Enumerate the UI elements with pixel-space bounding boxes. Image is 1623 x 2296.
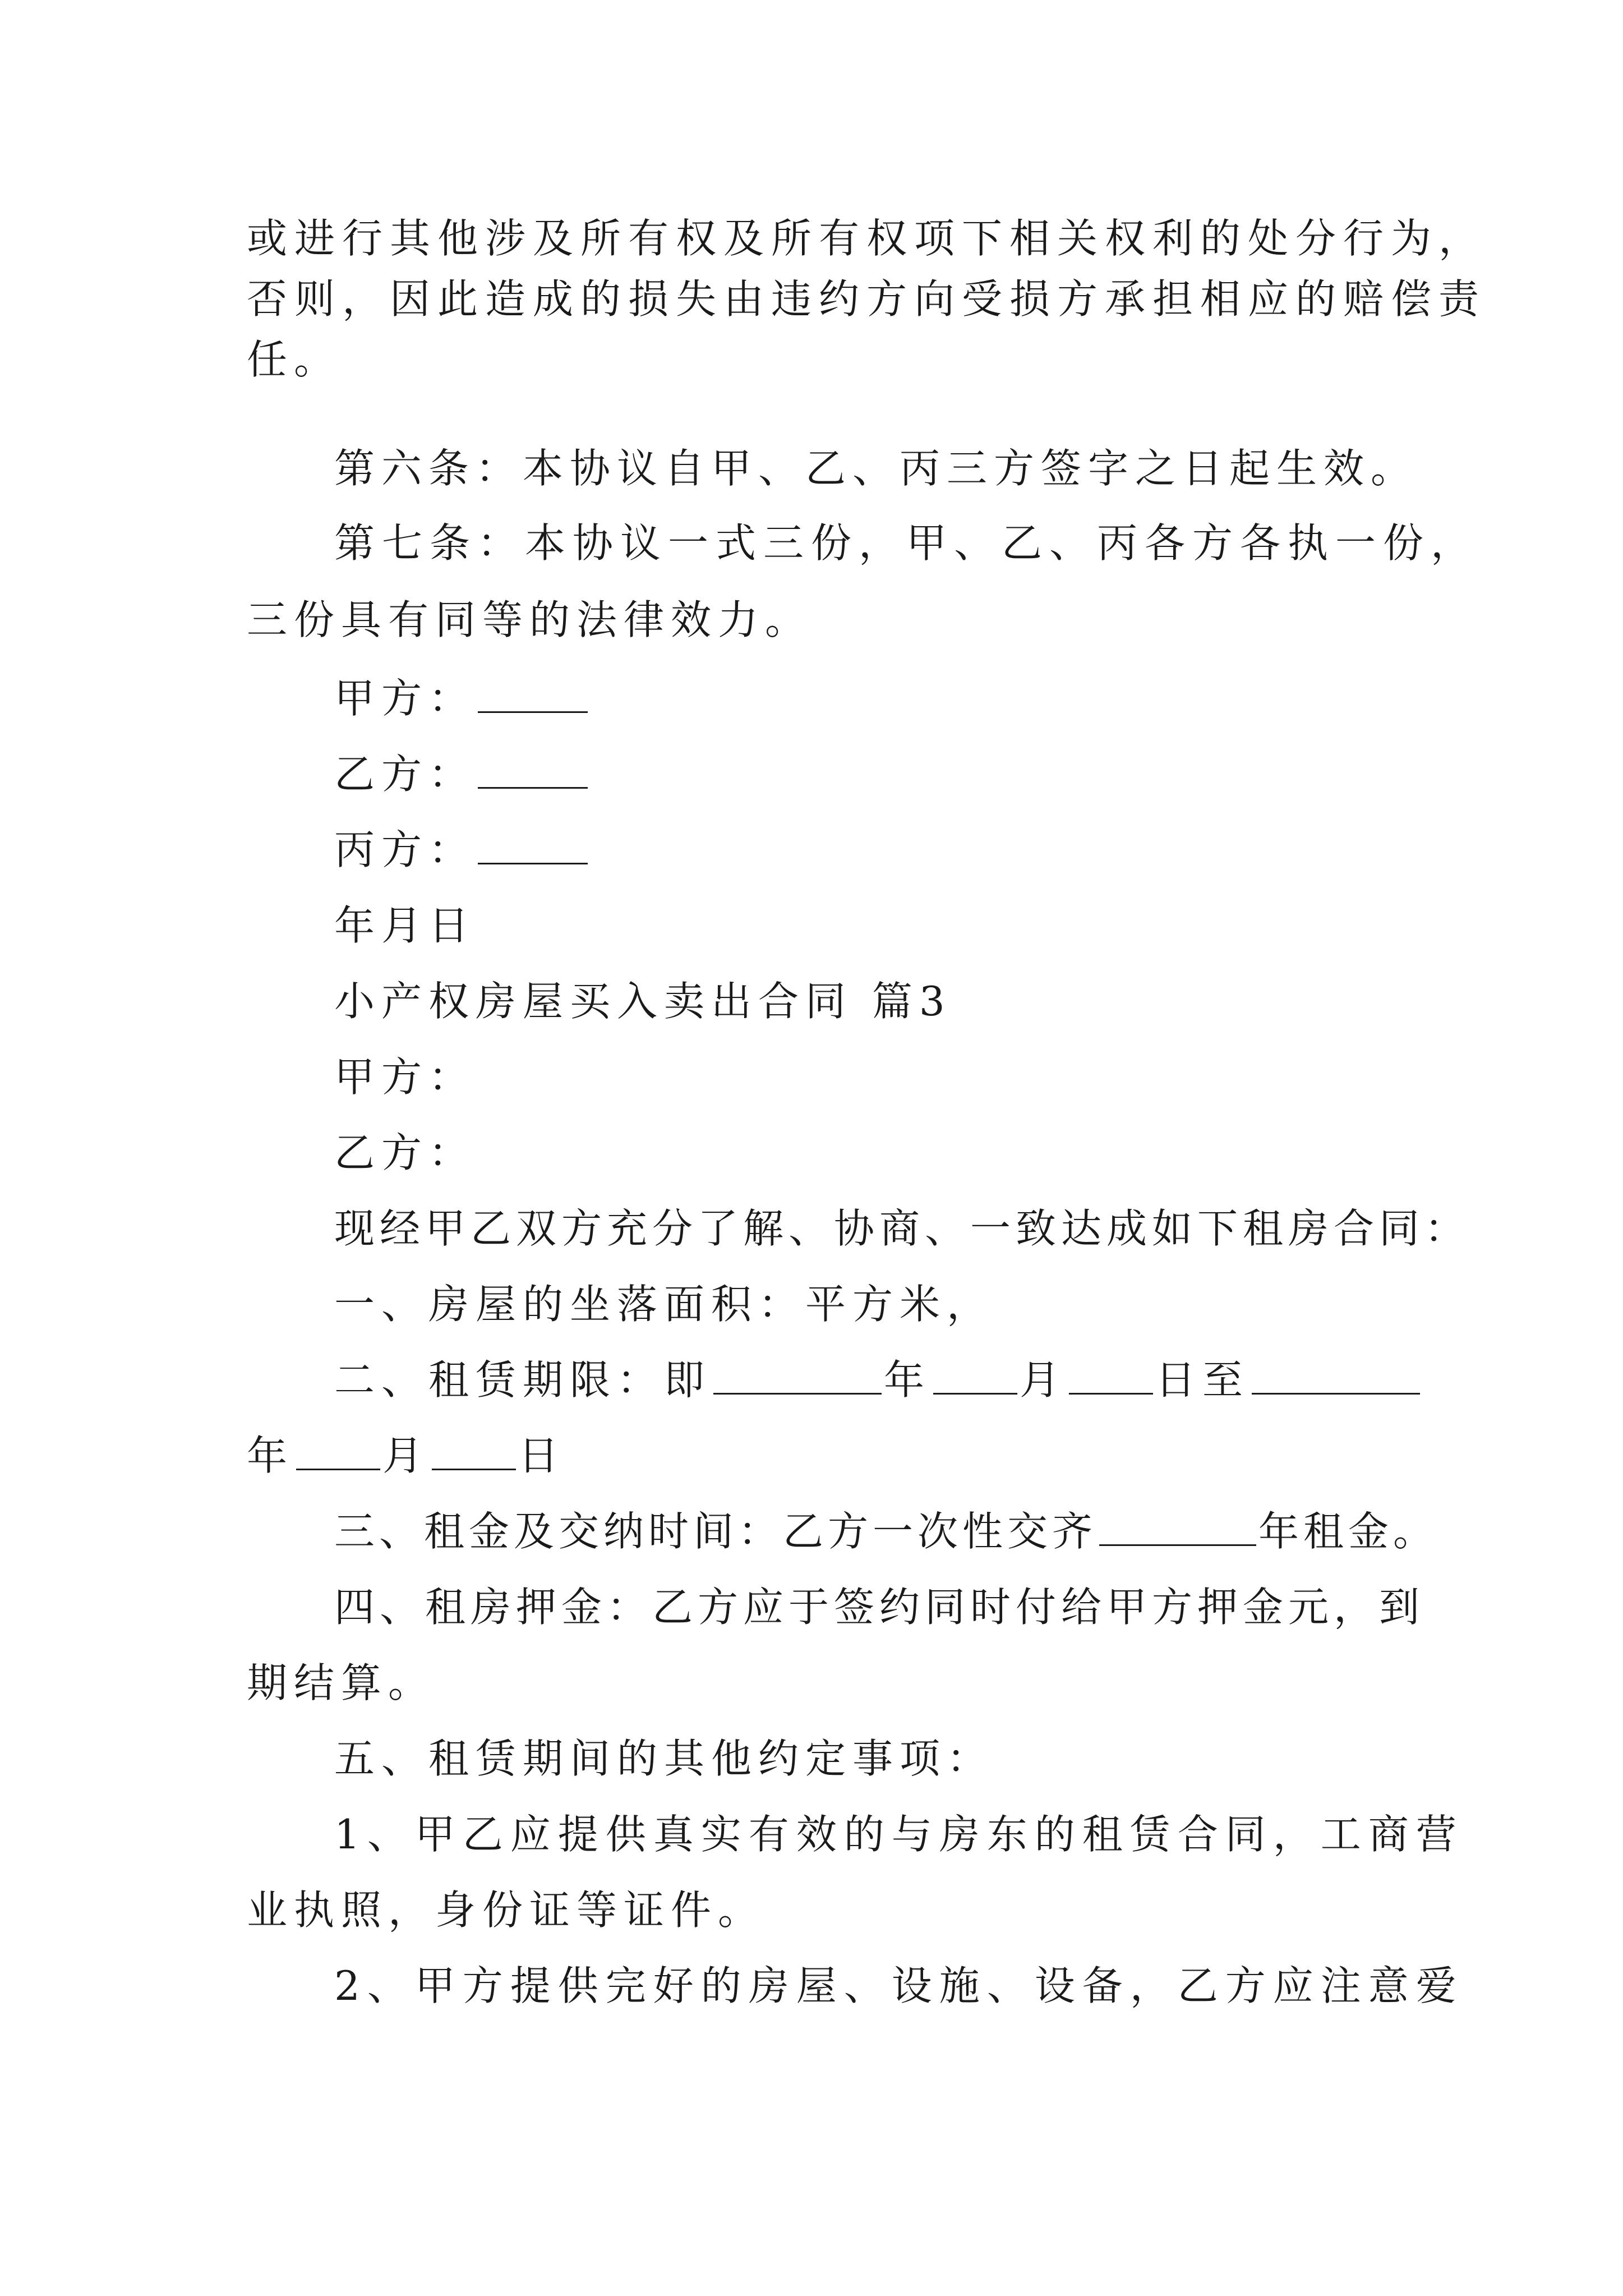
clause-three bbox=[334, 1501, 1438, 1562]
article-six: 第六条：本协议自甲、乙、丙三方签字之日起生效。 bbox=[334, 445, 1418, 492]
party-a-label: 甲方： bbox=[334, 675, 476, 722]
blank-field bbox=[1069, 1349, 1153, 1395]
item-one: 1、甲乙应提供真实有效的与房东的租赁合同，工商营 bbox=[334, 1811, 1464, 1858]
blank-field bbox=[432, 1425, 516, 1470]
unit-day-to: 日至 bbox=[1155, 1356, 1250, 1404]
blank-field bbox=[933, 1349, 1017, 1395]
unit-year: 年 bbox=[247, 1432, 294, 1479]
text-line: 现经甲乙双方充分了解、协商、一致达成如下租房合同： bbox=[334, 1205, 1470, 1252]
blank-field bbox=[1099, 1501, 1256, 1546]
signature-blank bbox=[478, 819, 588, 864]
unit-month: 月 bbox=[382, 1432, 430, 1479]
signature-blank bbox=[478, 743, 588, 789]
text-line: 或进行其他涉及所有权及所有权项下相关权利的处分行为， bbox=[247, 215, 1487, 262]
blank-field bbox=[1252, 1349, 1420, 1395]
signature-party-b bbox=[334, 743, 590, 805]
text-line: 期结算。 bbox=[247, 1659, 436, 1706]
unit-day: 日 bbox=[518, 1432, 566, 1479]
text-line: 三份具有同等的法律效力。 bbox=[247, 596, 813, 643]
rent-suffix: 年租金。 bbox=[1258, 1508, 1438, 1555]
clause-four: 四、租房押金：乙方应于签约同时付给甲方押金元，到 bbox=[334, 1584, 1425, 1631]
article-seven: 第七条：本协议一式三份，甲、乙、丙各方各执一份， bbox=[334, 519, 1479, 567]
rent-label: 三、租金及交纳时间：乙方一次性交齐 bbox=[334, 1508, 1098, 1555]
party-b-line: 乙方： bbox=[334, 1129, 476, 1176]
signature-party-c bbox=[334, 819, 590, 881]
signature-party-a bbox=[334, 668, 590, 729]
signature-blank bbox=[478, 668, 588, 713]
party-b-label: 乙方： bbox=[334, 751, 476, 798]
unit-year: 年 bbox=[884, 1356, 932, 1404]
text-line: 否则，因此造成的损失由违约方向受损方承担相应的赔偿责 bbox=[247, 275, 1487, 323]
text-line: 任。 bbox=[247, 336, 342, 383]
item-two: 2、甲方提供完好的房屋、设施、设备，乙方应注意爱 bbox=[334, 1962, 1464, 2009]
party-a-line: 甲方： bbox=[334, 1053, 476, 1101]
party-c-label: 丙方： bbox=[334, 826, 476, 873]
text-line bbox=[247, 1425, 565, 1487]
unit-month: 月 bbox=[1020, 1356, 1067, 1404]
section-title: 小产权房屋买入卖出合同 篇3 bbox=[334, 978, 952, 1025]
clause-two bbox=[334, 1349, 1422, 1411]
text-line: 业执照，身份证等证件。 bbox=[247, 1887, 766, 1934]
blank-field bbox=[713, 1349, 882, 1395]
blank-field bbox=[296, 1425, 380, 1470]
lease-term-label: 二、租赁期限：即 bbox=[334, 1356, 712, 1404]
clause-five: 五、租赁期间的其他约定事项： bbox=[334, 1735, 994, 1782]
clause-one: 一、房屋的坐落面积：平方米， bbox=[334, 1281, 994, 1328]
date-line: 年月日 bbox=[334, 902, 476, 949]
